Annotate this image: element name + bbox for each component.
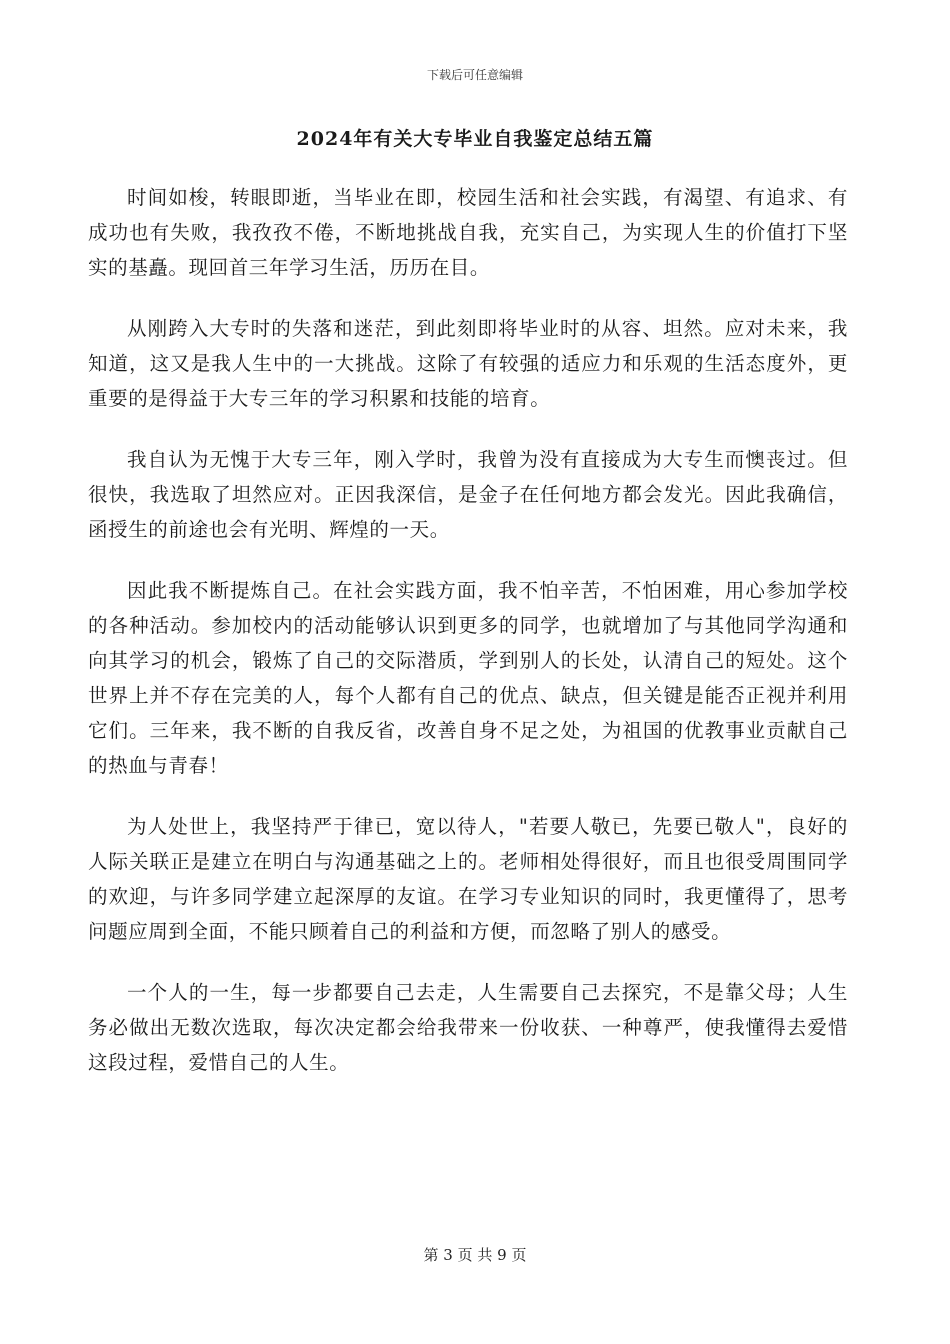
- header-note: 下载后可任意编辑: [426, 68, 523, 82]
- paragraph: 为人处世上，我坚持严于律已，宽以待人，"若要人敬已，先要已敬人"，良好的人际关联正是建立在明白与沟通基础之上的。老师相处得很好，而且也很受周围同学的欢迎，与许多同学建立起深厚的友谊。在学习专业知识的同时，我更懂得了，思考问题应周到全面，不能只顾着自己的利益和方便，而忽略了别人的感受。: [88, 815, 848, 943]
- paragraph: 因此我不断提炼自己。在社会实践方面，我不怕辛苦，不怕困难，用心参加学校的各种活动。参加校内的活动能够认识到更多的同学，也就增加了与其他同学沟通和向其学习的机会，锻炼了自己的交际潜质，学到别人的长处，认清自己的短处。这个世界上并不存在完美的人，每个人都有自己的优点、缺点，但关键是能否正视并利用它们。三年来，我不断的自我反省，改善自身不足之处，为祖国的优教事业贡献自己的热血与青春！: [88, 579, 848, 777]
- page-number: 第 3 页 共 9 页: [423, 1246, 527, 1264]
- document-body: [88, 180, 848, 1106]
- paragraph: 我自认为无愧于大专三年，刚入学时，我曾为没有直接成为大专生而懊丧过。但很快，我选取了坦然应对。正因我深信，是金子在任何地方都会发光。因此我确信，函授生的前途也会有光明、辉煌的一天。: [88, 448, 848, 541]
- paragraph: 时间如梭，转眼即逝，当毕业在即，校园生活和社会实践，有渴望、有追求、有成功也有失败，我孜孜不倦，不断地挑战自我，充实自己，为实现人生的价值打下坚实的基矗。现回首三年学习生活，历历在目。: [88, 186, 848, 279]
- paragraph: 从刚跨入大专时的失落和迷茫，到此刻即将毕业时的从容、坦然。应对未来，我知道，这又是我人生中的一大挑战。这除了有较强的适应力和乐观的生活态度外，更重要的是得益于大专三年的学习积累和技能的培育。: [88, 317, 848, 410]
- paragraph: 一个人的一生，每一步都要自己去走，人生需要自己去探究，不是靠父母；人生务必做出无数次选取，每次决定都会给我带来一份收获、一种尊严，使我懂得去爱惜这段过程，爱惜自己的人生。: [88, 981, 848, 1074]
- document-title: 2024年有关大专毕业自我鉴定总结五篇: [296, 128, 654, 150]
